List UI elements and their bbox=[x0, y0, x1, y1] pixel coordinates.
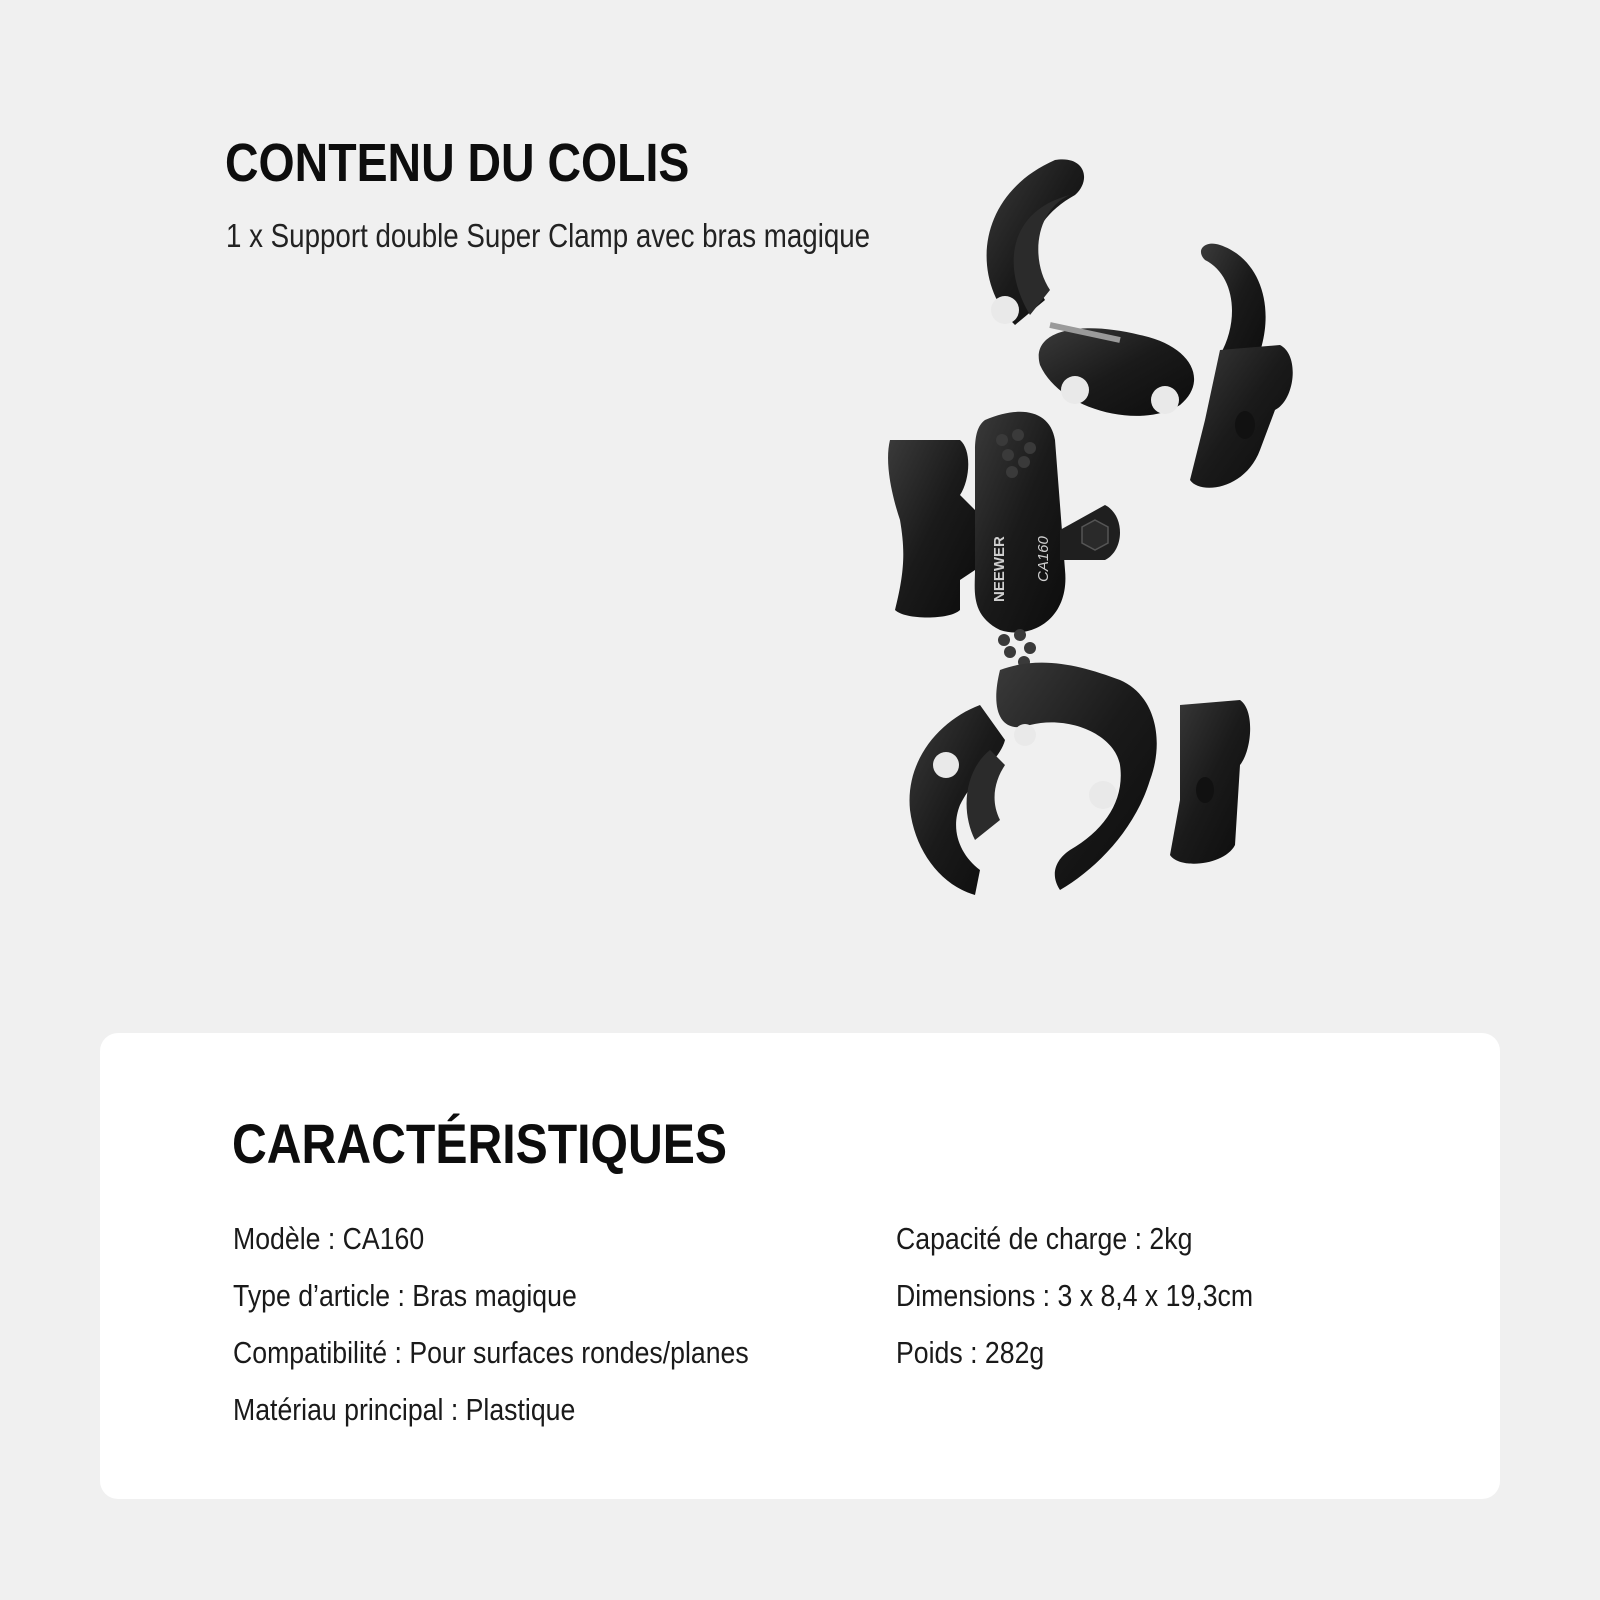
rivet-icon bbox=[1089, 781, 1117, 809]
specifications-right-list bbox=[896, 1221, 1311, 1392]
spec-item: Modèle : CA160 bbox=[233, 1221, 425, 1256]
rivet-icon bbox=[1014, 724, 1036, 746]
magic-arm-clamp-image bbox=[880, 150, 1360, 950]
specifications-left-list bbox=[233, 1221, 833, 1449]
brand-label: NEEWER bbox=[991, 536, 1008, 602]
spec-item: Poids : 282g bbox=[896, 1335, 1045, 1370]
spec-item: Capacité de charge : 2kg bbox=[896, 1221, 1193, 1256]
specifications-card bbox=[100, 1033, 1500, 1499]
bottom-clamp bbox=[910, 663, 1251, 895]
rivet-icon bbox=[1151, 386, 1179, 414]
spec-item: Matériau principal : Plastique bbox=[233, 1392, 576, 1427]
spec-item: Compatibilité : Pour surfaces rondes/planes bbox=[233, 1335, 749, 1370]
package-contents-title: CONTENU DU COLIS bbox=[225, 133, 690, 193]
spec-item: Type d’article : Bras magique bbox=[233, 1278, 577, 1313]
specifications-title: CARACTÉRISTIQUES bbox=[232, 1112, 728, 1175]
model-label: CA160 bbox=[1035, 536, 1052, 582]
package-contents-item: 1 x Support double Super Clamp avec bras magique bbox=[226, 217, 871, 254]
ball-arm bbox=[888, 412, 1120, 668]
rivet-icon bbox=[1061, 376, 1089, 404]
knob-icon bbox=[888, 440, 975, 618]
spec-item: Dimensions : 3 x 8,4 x 19,3cm bbox=[896, 1278, 1254, 1313]
rivet-icon bbox=[933, 752, 959, 778]
rivet-icon bbox=[991, 296, 1019, 324]
